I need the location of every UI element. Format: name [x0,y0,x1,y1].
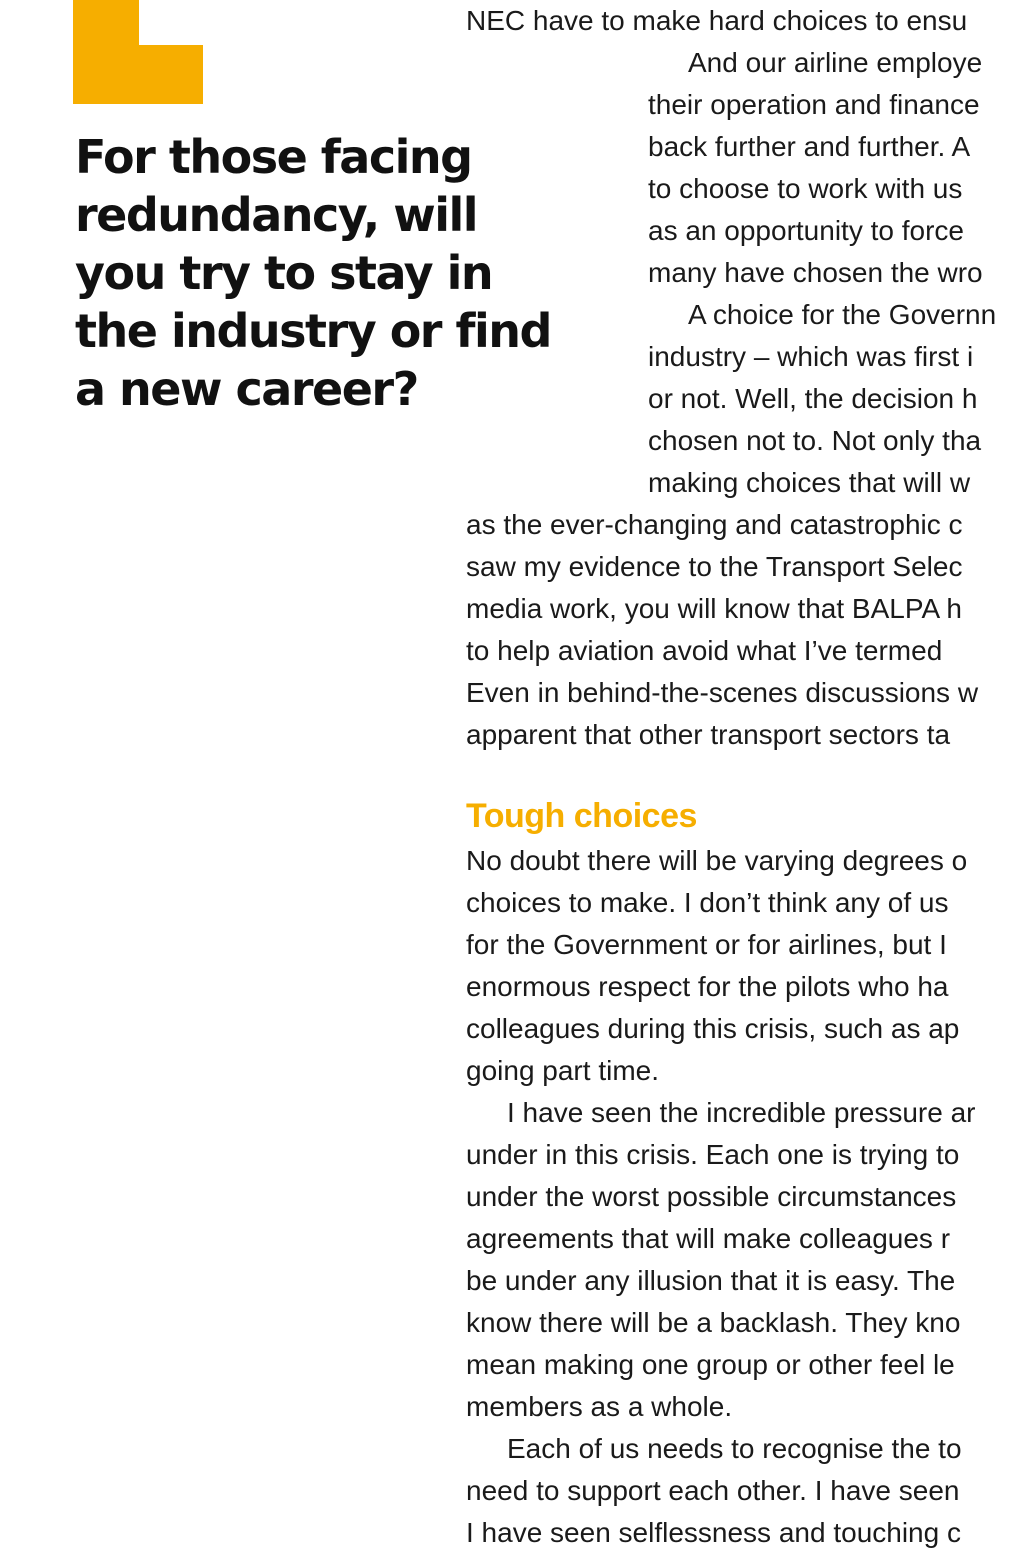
body-line: enormous respect for the pilots who ha [466,971,949,1002]
body-line: agreements that will make colleagues r [466,1223,951,1254]
body-line: making choices that will w [648,467,971,498]
body-line: as the ever-changing and catastrophic c [466,509,963,540]
body-line: chosen not to. Not only tha [648,425,982,456]
body-line: NEC have to make hard choices to ensu [466,5,968,36]
body-line: No doubt there will be varying degrees o [466,845,968,876]
body-line: I have seen the incredible pressure ar [507,1097,976,1128]
body-line: as an opportunity to force [648,215,964,246]
body-line: many have chosen the wro [648,257,983,288]
body-line: to help aviation avoid what I’ve termed [466,635,943,666]
body-line: under the worst possible circumstances [466,1181,957,1212]
body-line: for the Government or for airlines, but I [466,929,947,960]
accent-corner-block [73,0,203,104]
pull-quote-line: the industry or find [75,304,551,358]
body-line: their operation and finance [648,89,980,120]
body-line: media work, you will know that BALPA h [466,593,962,624]
body-line: or not. Well, the decision h [648,383,978,414]
body-line: Each of us needs to recognise the to [507,1433,962,1464]
pull-quote-line: redundancy, will [75,188,477,242]
body-line: be under any illusion that it is easy. The [466,1265,956,1296]
body-line: to choose to work with us [648,173,963,204]
body-line: And our airline employe [688,47,983,78]
body-line: choices to make. I don’t think any of us [466,887,949,918]
body-line: saw my evidence to the Transport Selec [466,551,963,582]
body-line: apparent that other transport sectors ta [466,719,951,750]
pull-quote [75,128,575,418]
pull-quote-line: you try to stay in [75,246,493,300]
body-line: Even in behind-the-scenes discussions w [466,677,979,708]
section-heading: Tough choices [466,797,697,835]
pull-quote-line: a new career? [75,362,418,416]
accent-bar-horizontal [73,45,203,104]
body-line: back further and further. A [648,131,971,162]
pull-quote-line: For those facing [75,130,472,184]
body-line: industry – which was first i [648,341,974,372]
body-line: I have seen selflessness and touching c [466,1517,961,1548]
body-line: colleagues during this crisis, such as ap [466,1013,960,1044]
body-line: A choice for the Governn [688,299,997,330]
body-line: going part time. [466,1055,659,1086]
body-line: know there will be a backlash. They kno [466,1307,961,1338]
body-line: need to support each other. I have seen [466,1475,960,1506]
body-line: under in this crisis. Each one is trying to [466,1139,960,1170]
body-line: mean making one group or other feel le [466,1349,955,1380]
body-line: members as a whole. [466,1391,733,1422]
